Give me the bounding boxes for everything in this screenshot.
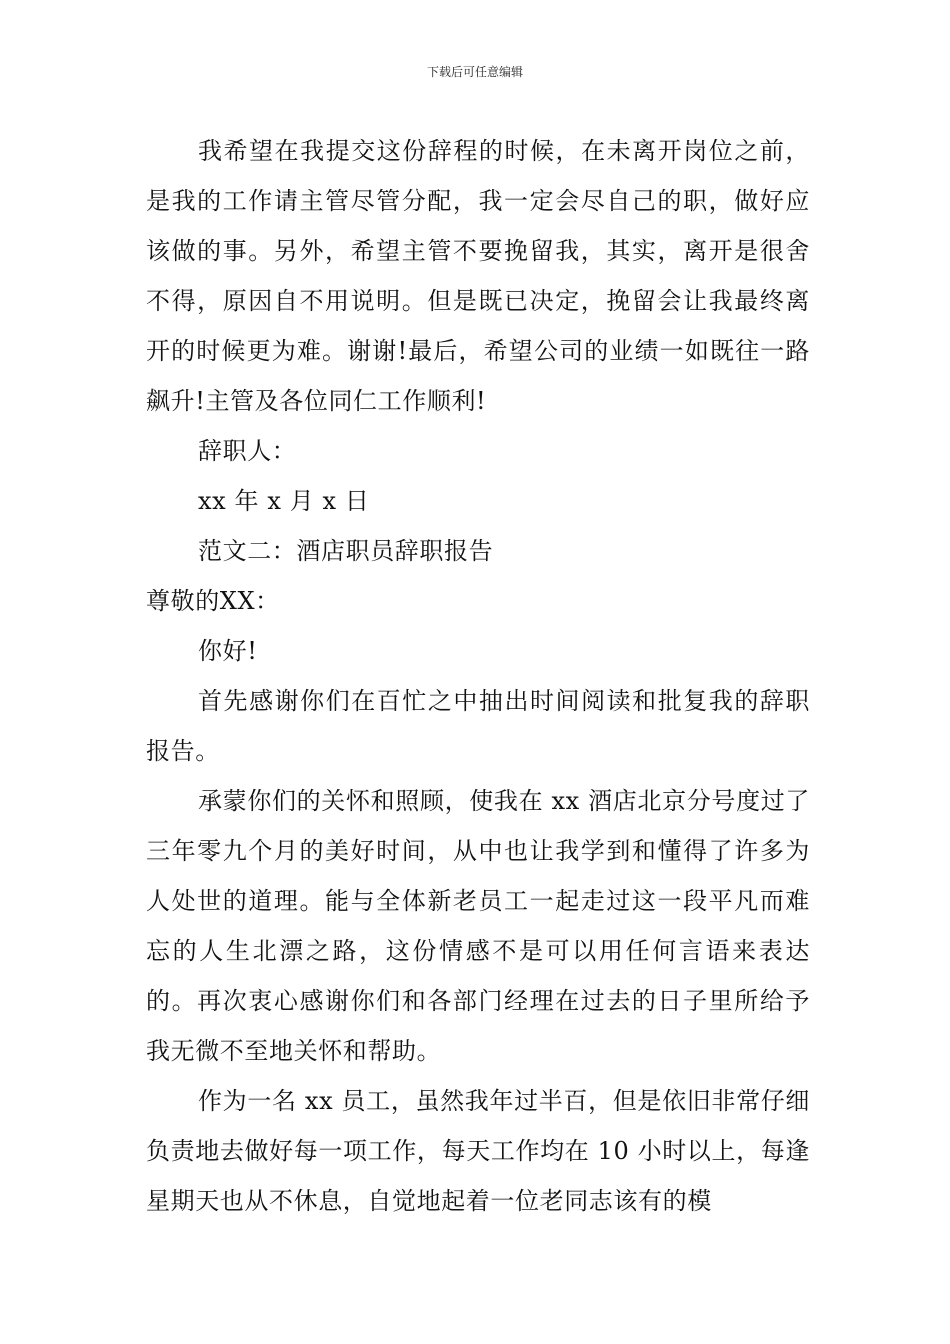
salutation: 尊敬的XX： [146,587,280,615]
paragraph-thanks: 首先感谢你们在百忙之中抽出时间阅读和批复我的辞职报告。 [146,687,810,765]
document-body [146,126,810,1226]
paragraph-signer: 辞职人： [198,437,297,465]
paragraph-resignation-closing: 我希望在我提交这份辞程的时候，在未离开岗位之前，是我的工作请主管尽管分配，我一定会尽自己的职，做好应该做的事。另外，希望主管不要挽留我，其实，离开是很舍不得，原因自不用说明。但是既已决定，挽留会让我最终离开的时候更为难。谢谢!最后，希望公司的业绩一如既往一路飙升!主管及各位同仁工作顺利! [146,137,810,415]
paragraph-gratitude: 承蒙你们的关怀和照顾，使我在 xx 酒店北京分号度过了三年零九个月的美好时间，从中也让我学到和懂得了许多为人处世的道理。能与全体新老员工一起走过这一段平凡而难忘的人生北漂之路，这份情感不是可以用任何言语来表达的。再次衷心感谢你们和各部门经理在过去的日子里所给予我无微不至地关怀和帮助。 [146,787,810,1065]
paragraph-work-record: 作为一名 xx 员工，虽然我年过半百，但是依旧非常仔细负责地去做好每一项工作，每天工作均在 10 小时以上，每逢星期天也从不休息，自觉地起着一位老同志该有的模 [146,1087,810,1215]
section-heading: 范文二：酒店职员辞职报告 [198,537,494,565]
page-header: 下载后可任意编辑 [426,65,523,79]
greeting: 你好! [198,637,258,665]
paragraph-date: xx 年 x 月 x 日 [198,487,370,515]
